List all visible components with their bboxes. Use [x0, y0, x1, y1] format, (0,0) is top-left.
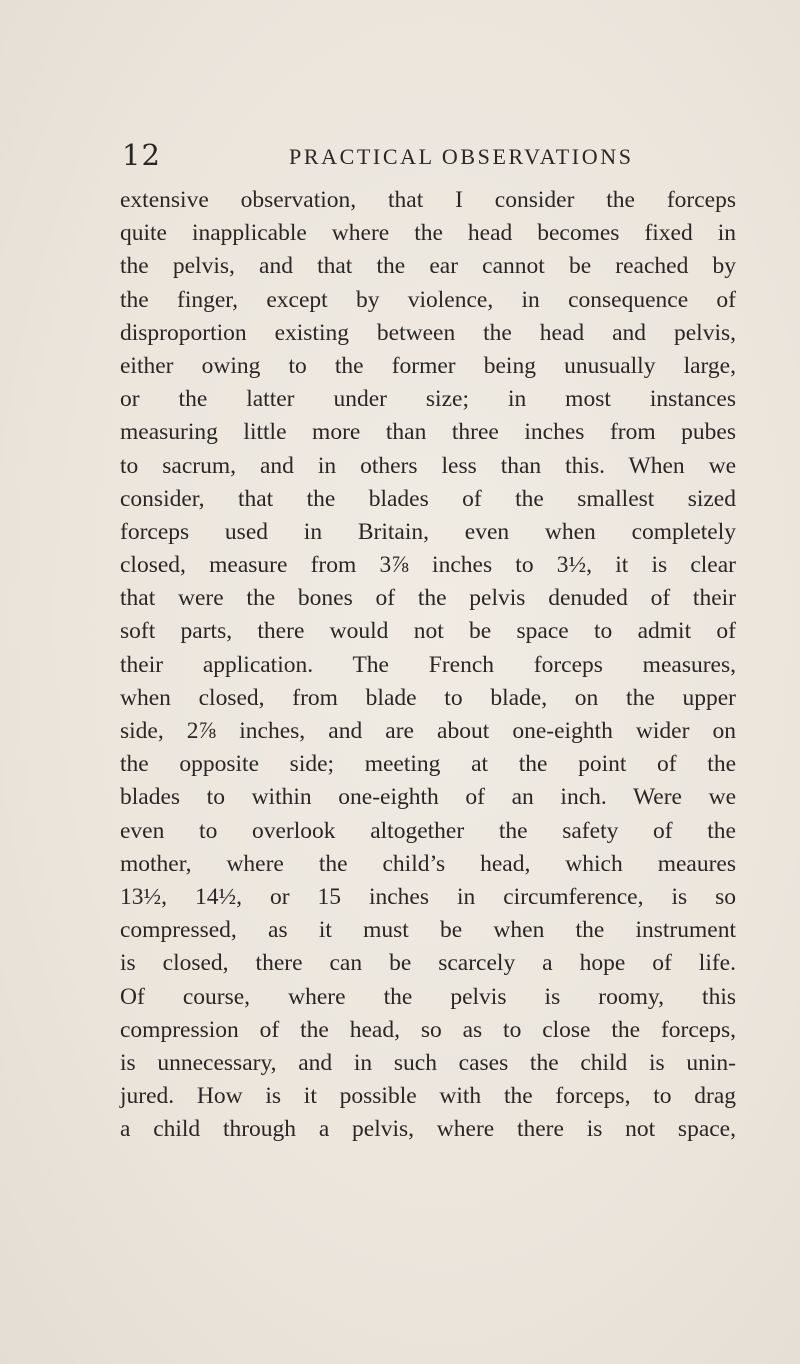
page-number: 12 — [122, 138, 161, 172]
text-line: 13½, 14½, or 15 inches in circumference, is so — [120, 883, 736, 910]
text-line: even to overlook altogether the safety of the — [120, 817, 736, 844]
text-line: the opposite side; meeting at the point of the — [120, 751, 736, 778]
text-line: their application. The French forceps measures, — [120, 651, 736, 678]
text-line: is unnecessary, and in such cases the child is unin- — [120, 1049, 736, 1076]
text-line: soft parts, there would not be space to admit of — [120, 618, 736, 645]
running-title: PRACTICAL OBSERVATIONS — [289, 144, 634, 169]
text-line: compression of the head, so as to close the forceps, — [120, 1016, 736, 1043]
text-line: a child through a pelvis, where there is not space, — [120, 1116, 736, 1143]
text-line: Of course, where the pelvis is roomy, this — [120, 983, 736, 1010]
text-line: when closed, from blade to blade, on the upper — [120, 684, 736, 711]
body-text — [120, 184, 736, 1146]
text-line: extensive observation, that I consider the forceps — [120, 187, 736, 213]
text-line: or the latter under size; in most instances — [120, 386, 736, 413]
text-line: blades to within one-eighth of an inch. Were we — [120, 784, 736, 811]
text-line: compressed, as it must be when the instrument — [120, 917, 736, 944]
text-line: closed, measure from 3⅞ inches to 3½, it is clear — [120, 552, 736, 579]
text-line: measuring little more than three inches from pubes — [120, 419, 736, 446]
text-line: the finger, except by violence, in consequence of — [120, 286, 736, 313]
text-line: to sacrum, and in others less than this. When we — [120, 452, 736, 479]
text-line: side, 2⅞ inches, and are about one-eighth wider on — [120, 718, 736, 744]
text-line: jured. How is it possible with the forceps, to drag — [120, 1083, 736, 1110]
text-line: forceps used in Britain, even when completely — [120, 518, 736, 545]
text-line: quite inapplicable where the head becomes fixed in — [120, 220, 736, 247]
text-line: consider, that the blades of the smallest sized — [120, 485, 736, 512]
running-head — [122, 138, 722, 178]
text-line: either owing to the former being unusually large, — [120, 352, 736, 379]
text-line: disproportion existing between the head and pelvis, — [120, 319, 736, 346]
text-line: mother, where the child’s head, which meaures — [120, 850, 736, 877]
text-line: is closed, there can be scarcely a hope of life. — [120, 950, 736, 977]
text-line: the pelvis, and that the ear cannot be reached by — [120, 253, 736, 280]
text-line: that were the bones of the pelvis denuded of their — [120, 585, 736, 612]
